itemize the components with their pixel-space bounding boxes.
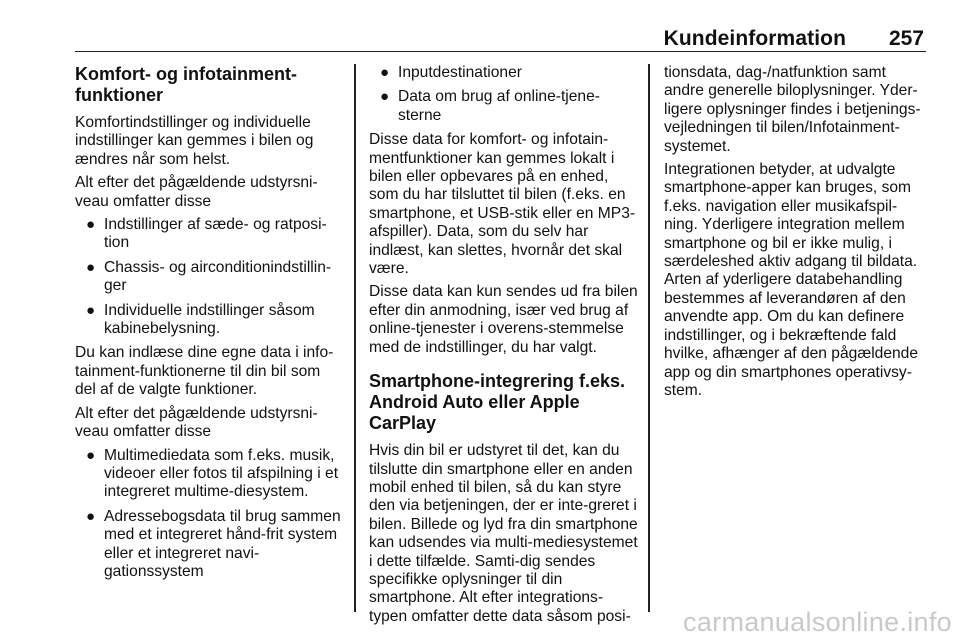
paragraph: Komfortindstillinger og individuelle indstillinger kan gemmes i bilen og ændres når som helst.	[75, 114, 314, 168]
paragraph: Hvis din bil er udstyret til det, kan du tilslutte din smartphone eller en anden mobil enhed til bilen, så du kan styre den via betjeningen, der er inte-greret i bilen. Billede og lyd fra din smartphone kan udsendes via multi-mediesystemet i dette tilfælde. Samti-dig sendes specifikke oplysninger til din smartphone. Alt efter integrations-typen omfatter dette data såsom posi-	[369, 442, 638, 625]
heading-komfort: Komfort- og infotainment-funktioner	[75, 64, 297, 105]
list-item: ● Individuelle indstillinger såsom kabinebelysning.	[86, 301, 315, 338]
paragraph: Integrationen betyder, at udvalgte smartphone-apper kan bruges, som f.eks. navigation eller musikafspil-ning. Yderligere integration mellem smartphone og bil er ikke mulig, i særdeleshed aktiv adgang til bildata. Arten af yderligere databehandling bestemmes af leverandøren af den anvendte app. Om du kan definere indstillinger, og i bekræftende fald hvilke, afhænger af den pågældende app og din smartphones operativsy-stem.	[664, 161, 919, 399]
heading-smartphone: Smartphone-integrering f.eks. Android Auto eller Apple CarPlay	[369, 371, 626, 434]
bullet-list	[75, 216, 345, 338]
paragraph: Alt efter det pågældende udstyrsni-veau omfatter disse	[75, 174, 318, 210]
list-item: ● Adressebogsdata til brug sammen med et integreret hånd-frit system eller et integreret navi-gationssystem	[86, 507, 341, 580]
bullet-icon: ●	[86, 446, 96, 464]
list-item: ● Inputdestinationer	[380, 64, 522, 81]
bullet-list	[75, 447, 345, 582]
bullet-icon: ●	[380, 64, 390, 81]
bullet-list	[369, 64, 639, 125]
list-item: ● Data om brug af online-tjene-sterne	[380, 88, 600, 124]
column-3	[664, 64, 928, 405]
watermark: carmanualsonline.info	[683, 607, 952, 637]
paragraph: Disse data kan kun sendes ud fra bilen efter din anmodning, især ved brug af online-tjenester i overens-stemmelse med de indstillinger, du har valgt.	[369, 283, 638, 356]
list-item: ● Indstillinger af sæde- og ratposi-tion	[86, 216, 327, 252]
bullet-icon: ●	[380, 88, 390, 106]
list-item: ● Multimediedata som f.eks. musik, videoer eller fotos til afspilning i et integreret multime-diesystem.	[86, 446, 339, 501]
page-header	[75, 25, 926, 52]
bullet-icon: ●	[86, 301, 96, 319]
section-title: Kundeinformation	[663, 27, 846, 50]
column-divider-1	[354, 64, 356, 612]
paragraph: tionsdata, dag-/natfunktion samt andre generelle biloplysninger. Yder-ligere oplysninger findes i betjenings-vejledningen til bilen/Infotainment-systemet.	[664, 64, 921, 155]
column-1	[75, 64, 345, 587]
page-number: 257	[888, 27, 924, 50]
bullet-icon: ●	[86, 507, 96, 525]
paragraph: Du kan indlæse dine egne data i info-tainment-funktionerne til din bil som del af de valgte funktioner.	[75, 344, 334, 399]
column-divider-2	[648, 64, 650, 612]
bullet-icon: ●	[86, 216, 96, 234]
paragraph: Alt efter det pågældende udstyrsni-veau omfatter disse	[75, 404, 318, 441]
paragraph: Disse data for komfort- og infotain-mentfunktioner kan gemmes lokalt i bilen eller opbevares på en enhed, som du har tilsluttet til bilen (f.eks. en smartphone, et USB-stik eller en MP3-afspiller). Data, som du selv har indlæst, kan slettes, hvornår det skal være.	[369, 131, 636, 278]
list-item: ● Chassis- og airconditionindstillin-ger	[86, 258, 332, 295]
column-2	[369, 64, 639, 631]
bullet-icon: ●	[86, 258, 96, 276]
